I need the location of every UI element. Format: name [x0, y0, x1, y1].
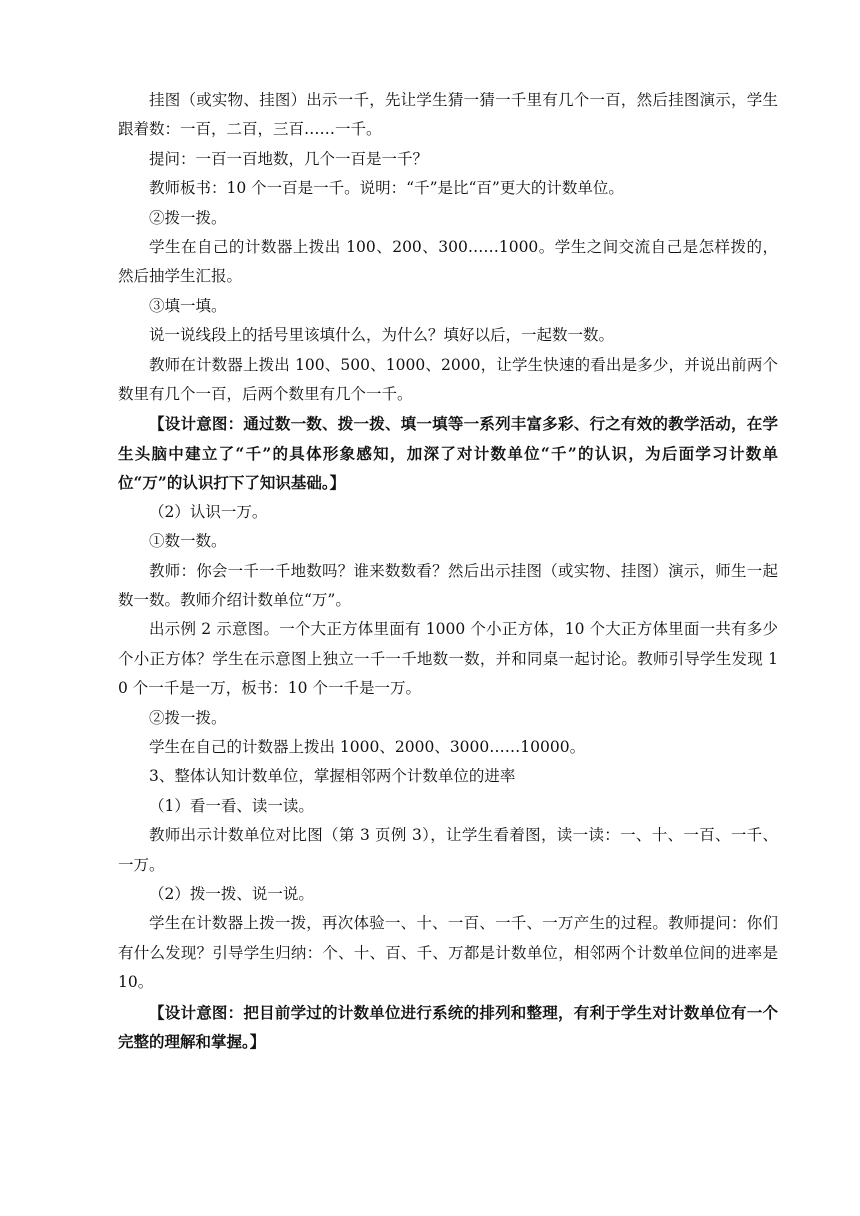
paragraph: ②拨一拨。	[149, 208, 227, 227]
paragraph: 教师在计数器上拨出 100、500、1000、2000，让学生快速的看出是多少，并说出前两个数里有几个一百，后两个数里有几个一千。	[118, 355, 778, 404]
paragraph: 教师：你会一千一千地数吗？谁来数数看？然后出示挂图（或实物、挂图）演示，师生一起数一数。教师介绍计数单位“万”。	[118, 561, 778, 609]
paragraph: ③填一填。	[149, 296, 227, 315]
paragraph: 提问：一百一百地数，几个一百是一千？	[149, 149, 429, 168]
paragraph: 学生在自己的计数器上拨出 100、200、300……1000。学生之间交流自己是怎样拨的，然后抽学生汇报。	[118, 238, 778, 286]
document-body	[118, 86, 778, 1056]
paragraph: 出示例 2 示意图。一个大正方体里面有 1000 个小正方体，10 个大正方体里面一共有多少个小正方体？学生在示意图上独立一千一千地数一数，并和同桌一起讨论。教师引导学生发现 10 个一千是一万，板书：10 个一千是一万。	[118, 620, 778, 698]
section-heading: 3、整体认知计数单位，掌握相邻两个计数单位的进率	[149, 767, 516, 786]
section-heading: （1）看一看、读一读。	[149, 796, 314, 815]
design-intent-note: 【设计意图：通过数一数、拨一拨、填一填等一系列丰富多彩、行之有效的教学活动，在学生头脑中建立了“千”的具体形象感知，加深了对计数单位“千”的认识，为后面学习计数单位“万”的认识打下了知识基础。】	[118, 414, 778, 493]
paragraph: 教师板书：10 个一百是一千。说明：“千”是比“百”更大的计数单位。	[149, 179, 624, 198]
paragraph: 说一说线段上的括号里该填什么，为什么？填好以后，一起数一数。	[149, 326, 615, 345]
paragraph: 学生在计数器上拨一拨，再次体验一、十、一百、一千、一万产生的过程。教师提问：你们有什么发现？引导学生归纳：个、十、百、千、万都是计数单位，相邻两个计数单位间的进率是 10。	[118, 914, 778, 992]
section-heading: （2）认识一万。	[149, 502, 268, 521]
paragraph: 挂图（或实物、挂图）出示一千，先让学生猜一猜一千里有几个一百，然后挂图演示，学生跟着数：一百，二百，三百……一千。	[118, 91, 778, 139]
paragraph: 教师出示计数单位对比图（第 3 页例 3），让学生看着图，读一读：一、十、一百、一千、一万。	[118, 826, 778, 874]
paragraph: ②拨一拨。	[149, 708, 227, 727]
section-heading: （2）拨一拨、说一说。	[149, 884, 314, 903]
paragraph: ①数一数。	[149, 532, 227, 551]
paragraph: 学生在自己的计数器上拨出 1000、2000、3000……10000。	[149, 737, 586, 756]
design-intent-note: 【设计意图：把目前学过的计数单位进行系统的排列和整理，有利于学生对计数单位有一个完整的理解和掌握。】	[118, 1002, 778, 1051]
